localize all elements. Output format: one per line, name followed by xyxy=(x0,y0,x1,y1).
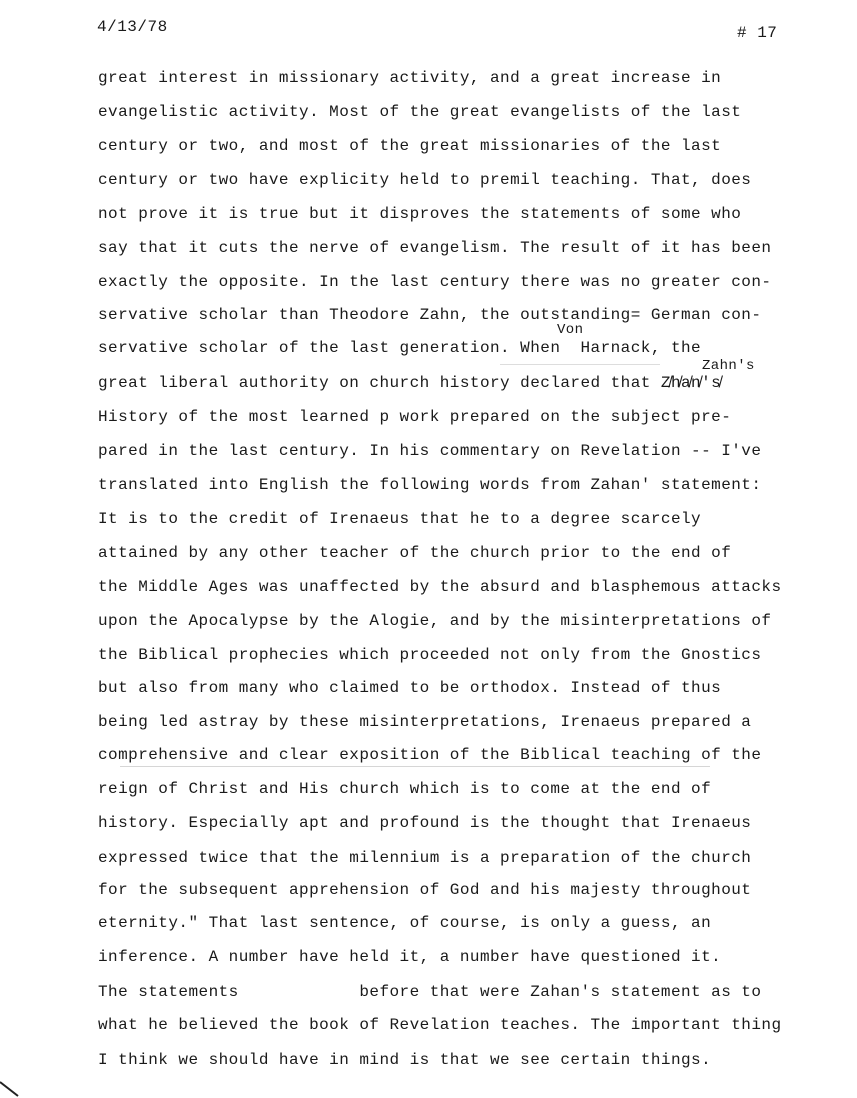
scan-artifact-line xyxy=(500,364,660,365)
text-line: comprehensive and clear exposition of the Biblical teaching of the xyxy=(98,746,762,764)
text-line: attained by any other teacher of the church prior to the end of xyxy=(98,544,732,562)
text-line: reign of Christ and His church which is to come at the end of xyxy=(98,780,712,798)
text-line: great liberal authority on church history declared that Z̸h̸a̸n̸'s̸ xyxy=(98,374,722,392)
text-line: but also from many who claimed to be orthodox. Instead of thus xyxy=(98,679,722,697)
text-line: not prove it is true but it disproves the statements of some who xyxy=(98,205,742,223)
text-line: for the subsequent apprehension of God and his majesty throughout xyxy=(98,881,752,899)
text-line: pared in the last century. In his commentary on Revelation -- I've xyxy=(98,442,762,460)
typed-insert-zahns: Zahn's xyxy=(702,358,755,374)
text-line: I think we should have in mind is that we see certain things. xyxy=(98,1051,712,1069)
text-line: the Middle Ages was unaffected by the absurd and blasphemous attacks xyxy=(98,578,782,596)
text-line: being led astray by these misinterpretations, Irenaeus prepared a xyxy=(98,713,752,731)
text-line: upon the Apocalypse by the Alogie, and by the misinterpretations of xyxy=(98,612,772,630)
handwritten-insert-von: Von xyxy=(557,322,584,338)
text-line: century or two have explicity held to premil teaching. That, does xyxy=(98,171,752,189)
text-line: say that it cuts the nerve of evangelism. The result of it has been xyxy=(98,239,772,257)
text-line: evangelistic activity. Most of the great evangelists of the last xyxy=(98,103,742,121)
text-line: history. Especially apt and profound is the thought that Irenaeus xyxy=(98,814,752,832)
text-line: It is to the credit of Irenaeus that he to a degree scarcely xyxy=(98,510,702,528)
page-date: 4/13/78 xyxy=(97,18,168,36)
scan-artifact-line xyxy=(120,766,710,767)
text-line: eternity." That last sentence, of course, is only a guess, an xyxy=(98,914,712,932)
text-line: translated into English the following words from Zahan' statement: xyxy=(98,476,762,494)
text-line: what he believed the book of Revelation teaches. The important thing xyxy=(98,1016,782,1034)
text-line: great interest in missionary activity, and a great increase in xyxy=(98,69,722,87)
text-line: servative scholar than Theodore Zahn, the outstanding= German con- xyxy=(98,306,762,324)
page-number: # 17 xyxy=(737,24,778,42)
text-line: The statements before that were Zahan's statement as to xyxy=(98,983,762,1001)
page-corner-mark xyxy=(0,1078,20,1098)
text-line: inference. A number have held it, a number have questioned it. xyxy=(98,948,722,966)
text-line: the Biblical prophecies which proceeded not only from the Gnostics xyxy=(98,646,762,664)
text-line: century or two, and most of the great missionaries of the last xyxy=(98,137,722,155)
text-line: exactly the opposite. In the last century there was no greater con- xyxy=(98,273,772,291)
text-line: servative scholar of the last generation. When Harnack, the xyxy=(98,339,702,357)
text-line: History of the most learned p work prepared on the subject pre- xyxy=(98,408,732,426)
text-line: expressed twice that the milennium is a preparation of the church xyxy=(98,849,752,867)
